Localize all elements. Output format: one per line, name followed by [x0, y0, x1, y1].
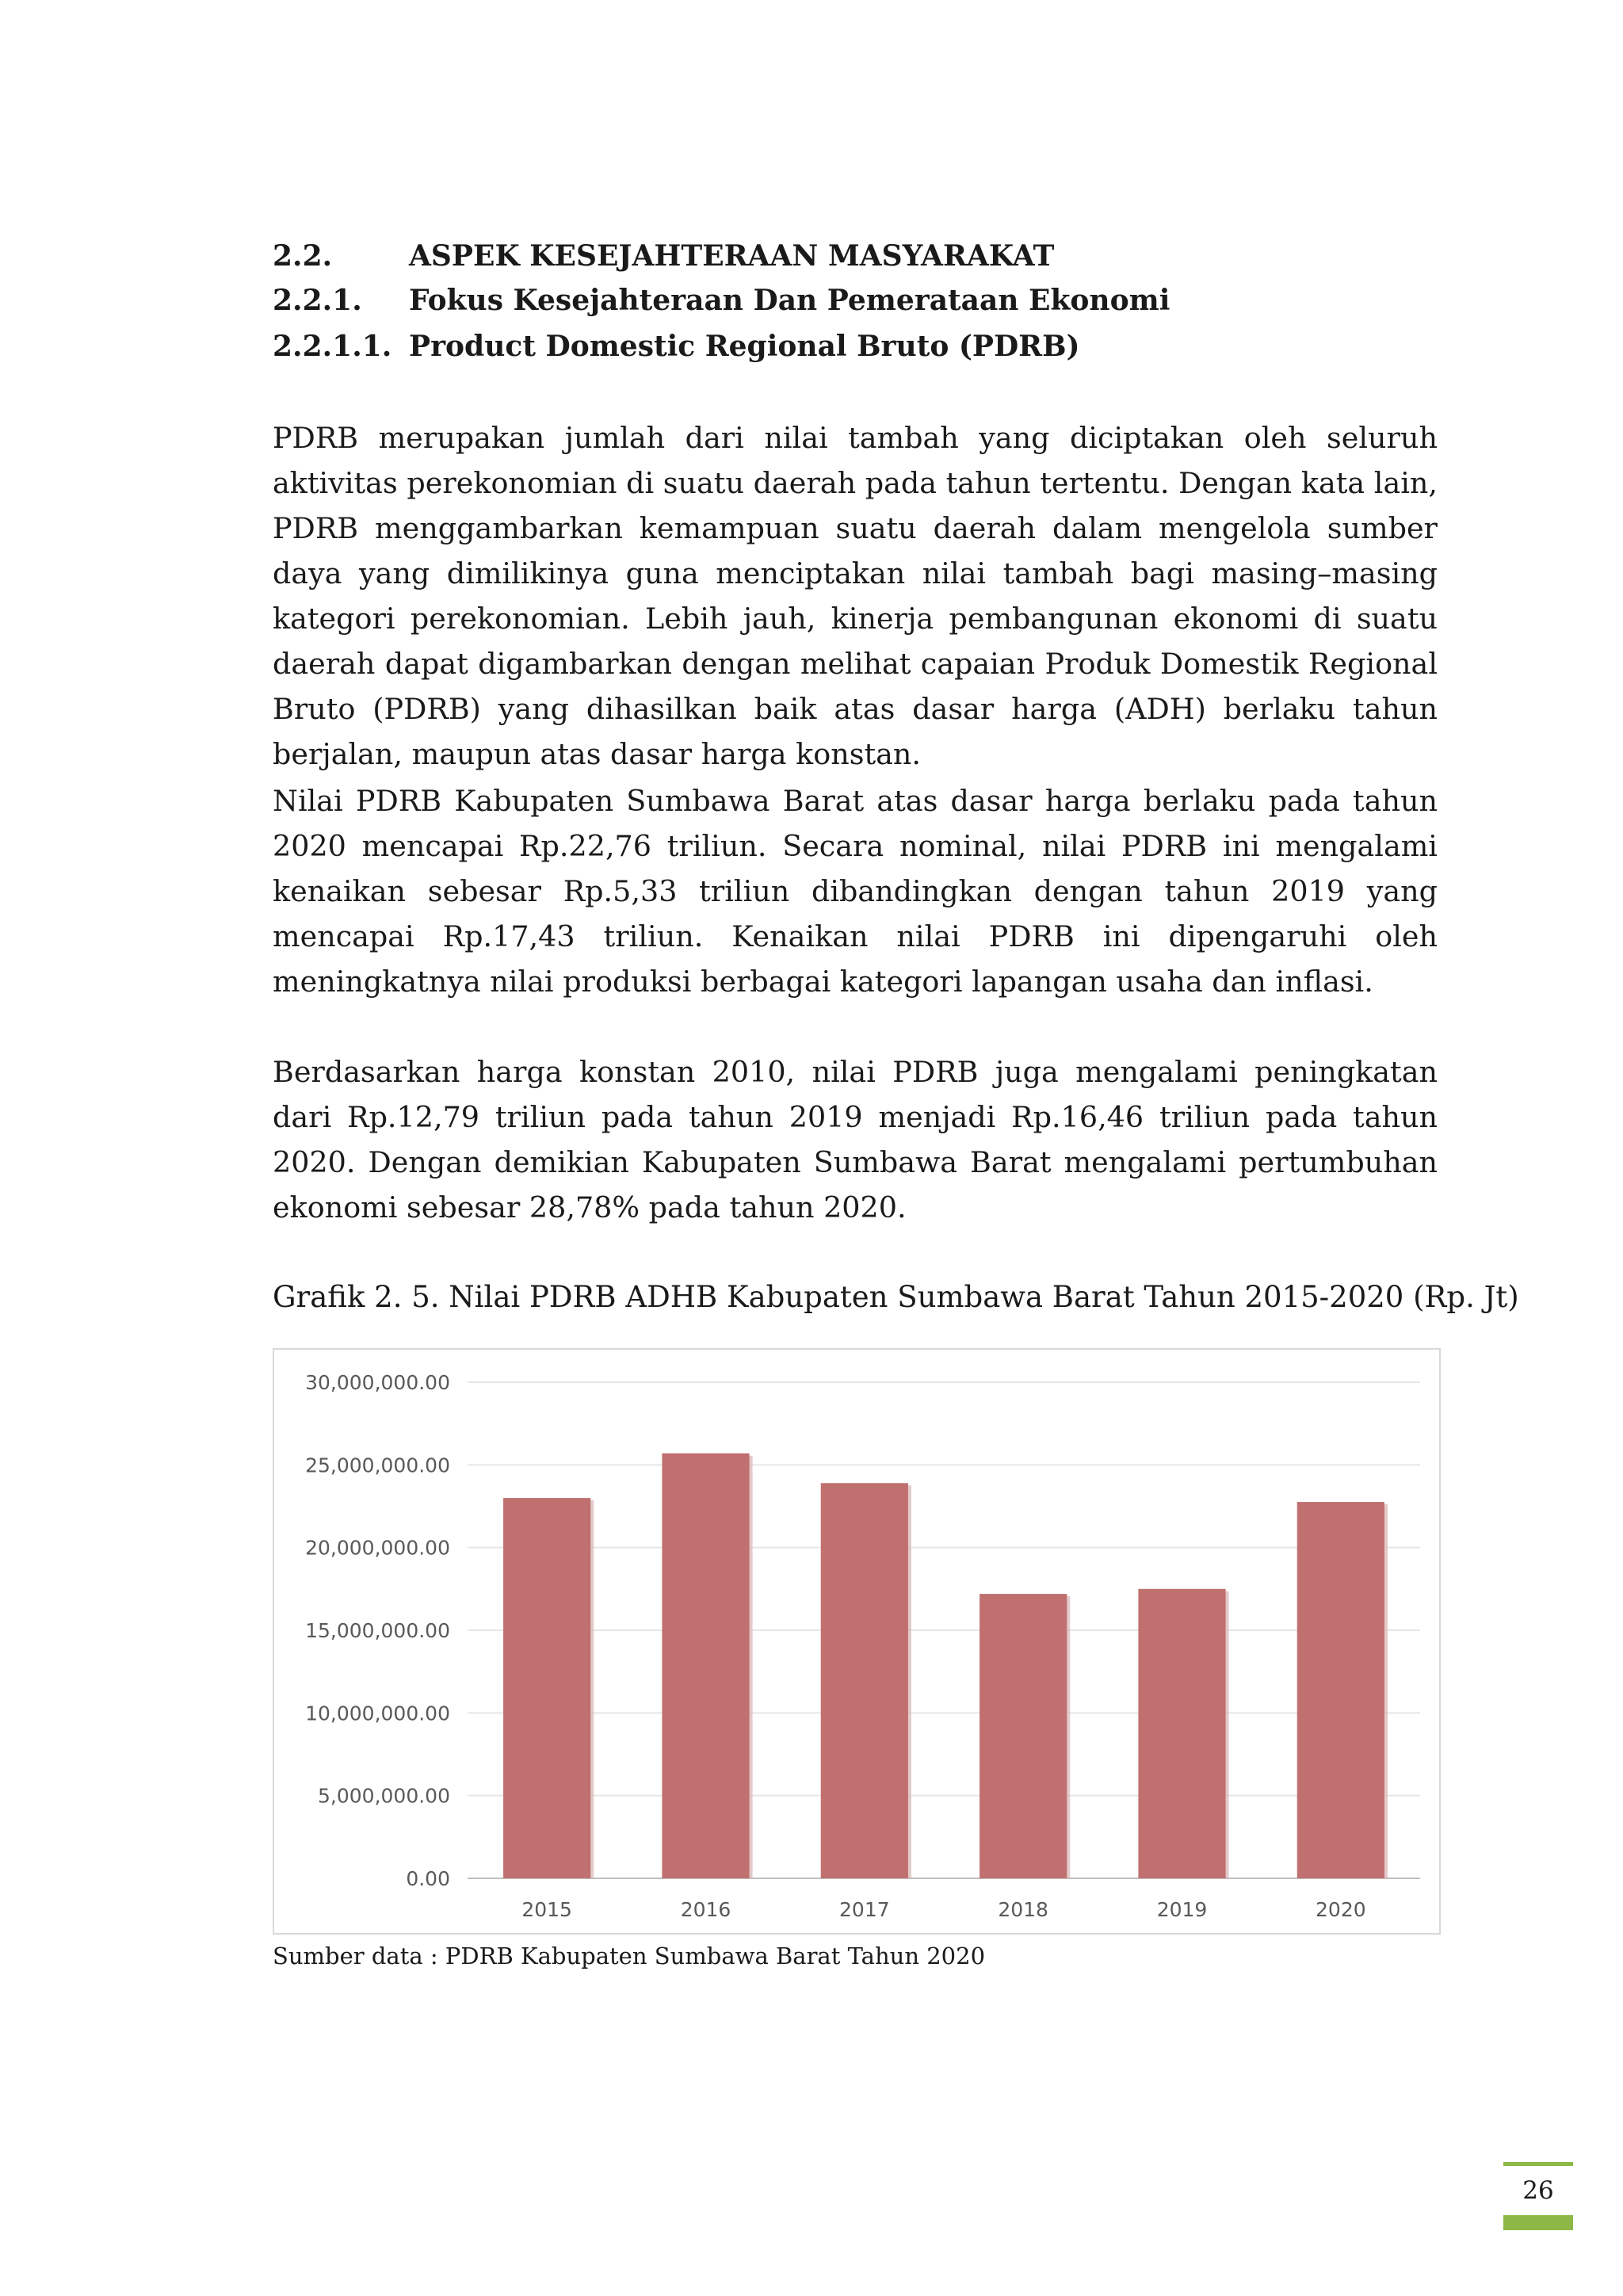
section-number: 2.2.: [273, 239, 333, 273]
subsection-heading: [273, 279, 1445, 322]
paragraph-pdrb-adhb: Nilai PDRB Kabupaten Sumbawa Barat atas dasar harga berlaku pada tahun 2020 mencapai Rp.22,76 triliun. Secara nominal, nilai PDRB ini mengalami kenaikan sebesar Rp.5,33 triliun dibandingkan dengan tahun 2019 yang mencapai Rp.17,43 triliun. Kenaikan nilai PDRB ini dipengaruhi oleh meningkatnya nilai produksi berbagai kategori lapangan usaha dan inflasi.: [273, 784, 1438, 999]
y-tick-label: 5,000,000.00: [318, 1784, 450, 1808]
section-title: ASPEK KESEJAHTERAAN MASYARAKAT: [409, 239, 1055, 273]
source-note: Sumber data : PDRB Kabupaten Sumbawa Barat Tahun 2020: [273, 1943, 986, 1969]
y-tick-label: 15,000,000.00: [305, 1619, 450, 1642]
page-number: 26: [1522, 2176, 1554, 2205]
subsubsection-heading: [273, 325, 1445, 368]
page-number-top-bar: [1503, 2162, 1573, 2166]
paragraph-pdrb-definition: PDRB merupakan jumlah dari nilai tambah yang diciptakan oleh seluruh aktivitas perekonomian di suatu daerah pada tahun tertentu. Dengan kata lain, PDRB menggambarkan kemampuan suatu daerah dalam mengelola sumber daya yang dimilikinya guna menciptakan nilai tambah bagi masing–masing kategori perekonomian. Lebih jauh, kinerja pembangunan ekonomi di suatu daerah dapat digambarkan dengan melihat capaian Produk Domestik Regional Bruto (PDRB) yang dihasilkan baik atas dasar harga (ADH) berlaku tahun berjalan, maupun atas dasar harga konstan.: [273, 421, 1438, 771]
x-tick-label: 2015: [521, 1898, 572, 1921]
bar: [503, 1498, 590, 1878]
subsubsection-title: Product Domestic Regional Bruto (PDRB): [409, 330, 1080, 363]
chart-caption: Grafik 2. 5. Nilai PDRB ADHB Kabupaten Sumbawa Barat Tahun 2015-2020 (Rp. Jt): [273, 1280, 1519, 1314]
paragraph-pdrb-constant: Berdasarkan harga konstan 2010, nilai PDRB juga mengalami peningkatan dari Rp.12,79 triliun pada tahun 2019 menjadi Rp.16,46 triliun pada tahun 2020. Dengan demikian Kabupaten Sumbawa Barat mengalami pertumbuhan ekonomi sebesar 28,78% pada tahun 2020.: [273, 1055, 1438, 1224]
subsection-title: Fokus Kesejahteraan Dan Pemerataan Ekonomi: [409, 284, 1170, 317]
y-tick-label: 30,000,000.00: [305, 1371, 450, 1394]
y-tick-label: 25,000,000.00: [305, 1454, 450, 1477]
bar: [821, 1483, 908, 1878]
x-tick-label: 2019: [1156, 1898, 1208, 1921]
x-tick-label: 2017: [839, 1898, 890, 1921]
bar-chart: [274, 1350, 1442, 1936]
bar: [1138, 1589, 1225, 1878]
y-tick-label: 20,000,000.00: [305, 1536, 450, 1560]
bar: [662, 1454, 749, 1878]
x-tick-label: 2020: [1316, 1898, 1366, 1921]
subsubsection-number: 2.2.1.1.: [273, 330, 392, 363]
bar: [980, 1594, 1067, 1878]
chart-container: [273, 1348, 1441, 1935]
x-tick-label: 2016: [680, 1898, 731, 1921]
y-tick-label: 10,000,000.00: [305, 1702, 450, 1725]
subsection-number: 2.2.1.: [273, 284, 362, 317]
y-tick-label: 0.00: [406, 1867, 450, 1890]
section-heading: [273, 235, 1445, 277]
bar: [1297, 1502, 1384, 1878]
page-number-bottom-bar: [1503, 2215, 1573, 2230]
x-tick-label: 2018: [998, 1898, 1048, 1921]
